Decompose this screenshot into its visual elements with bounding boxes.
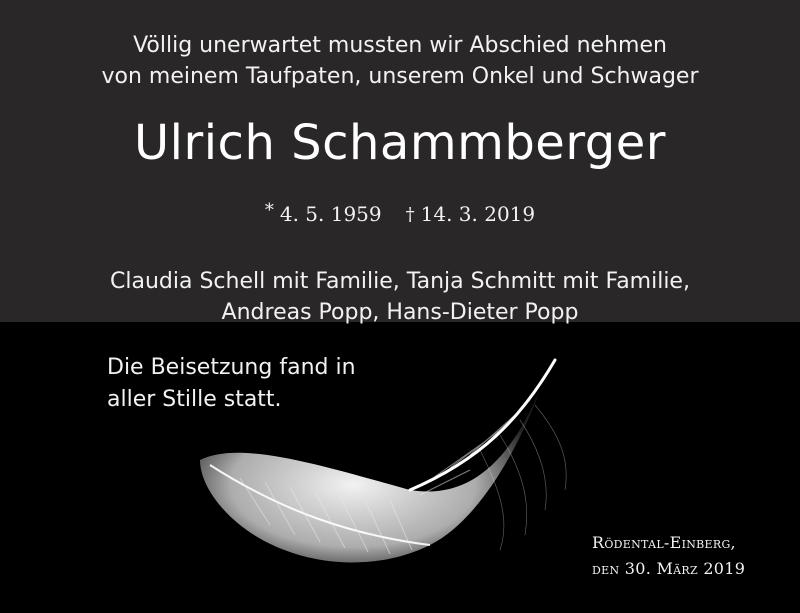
feather-icon (180, 350, 600, 590)
intro-text (0, 30, 800, 92)
burial-line-1: Die Beisetzung fand in (107, 355, 356, 380)
publication-date: den 30. März 2019 (592, 559, 746, 578)
birth-date: 4. 5. 1959 (279, 202, 382, 226)
death-date: 14. 3. 2019 (420, 202, 536, 226)
mourners-line-1: Claudia Schell mit Familie, Tanja Schmitt mit Familie, (110, 269, 690, 294)
death-symbol: † (405, 204, 415, 225)
life-dates (0, 200, 800, 230)
place-date (592, 530, 792, 582)
intro-line-2: von meinem Taufpaten, unserem Onkel und Schwager (101, 64, 699, 89)
mourners-line-2: Andreas Popp, Hans-Dieter Popp (221, 300, 579, 325)
place-name: Rödental-Einberg, (592, 533, 736, 552)
mourners (0, 266, 800, 328)
deceased-name: Ulrich Schammberger (134, 115, 666, 171)
birth-symbol: * (264, 200, 274, 221)
burial-line-2: aller Stille statt. (107, 387, 282, 412)
intro-line-1: Völlig unerwartet mussten wir Abschied nehmen (133, 33, 667, 58)
